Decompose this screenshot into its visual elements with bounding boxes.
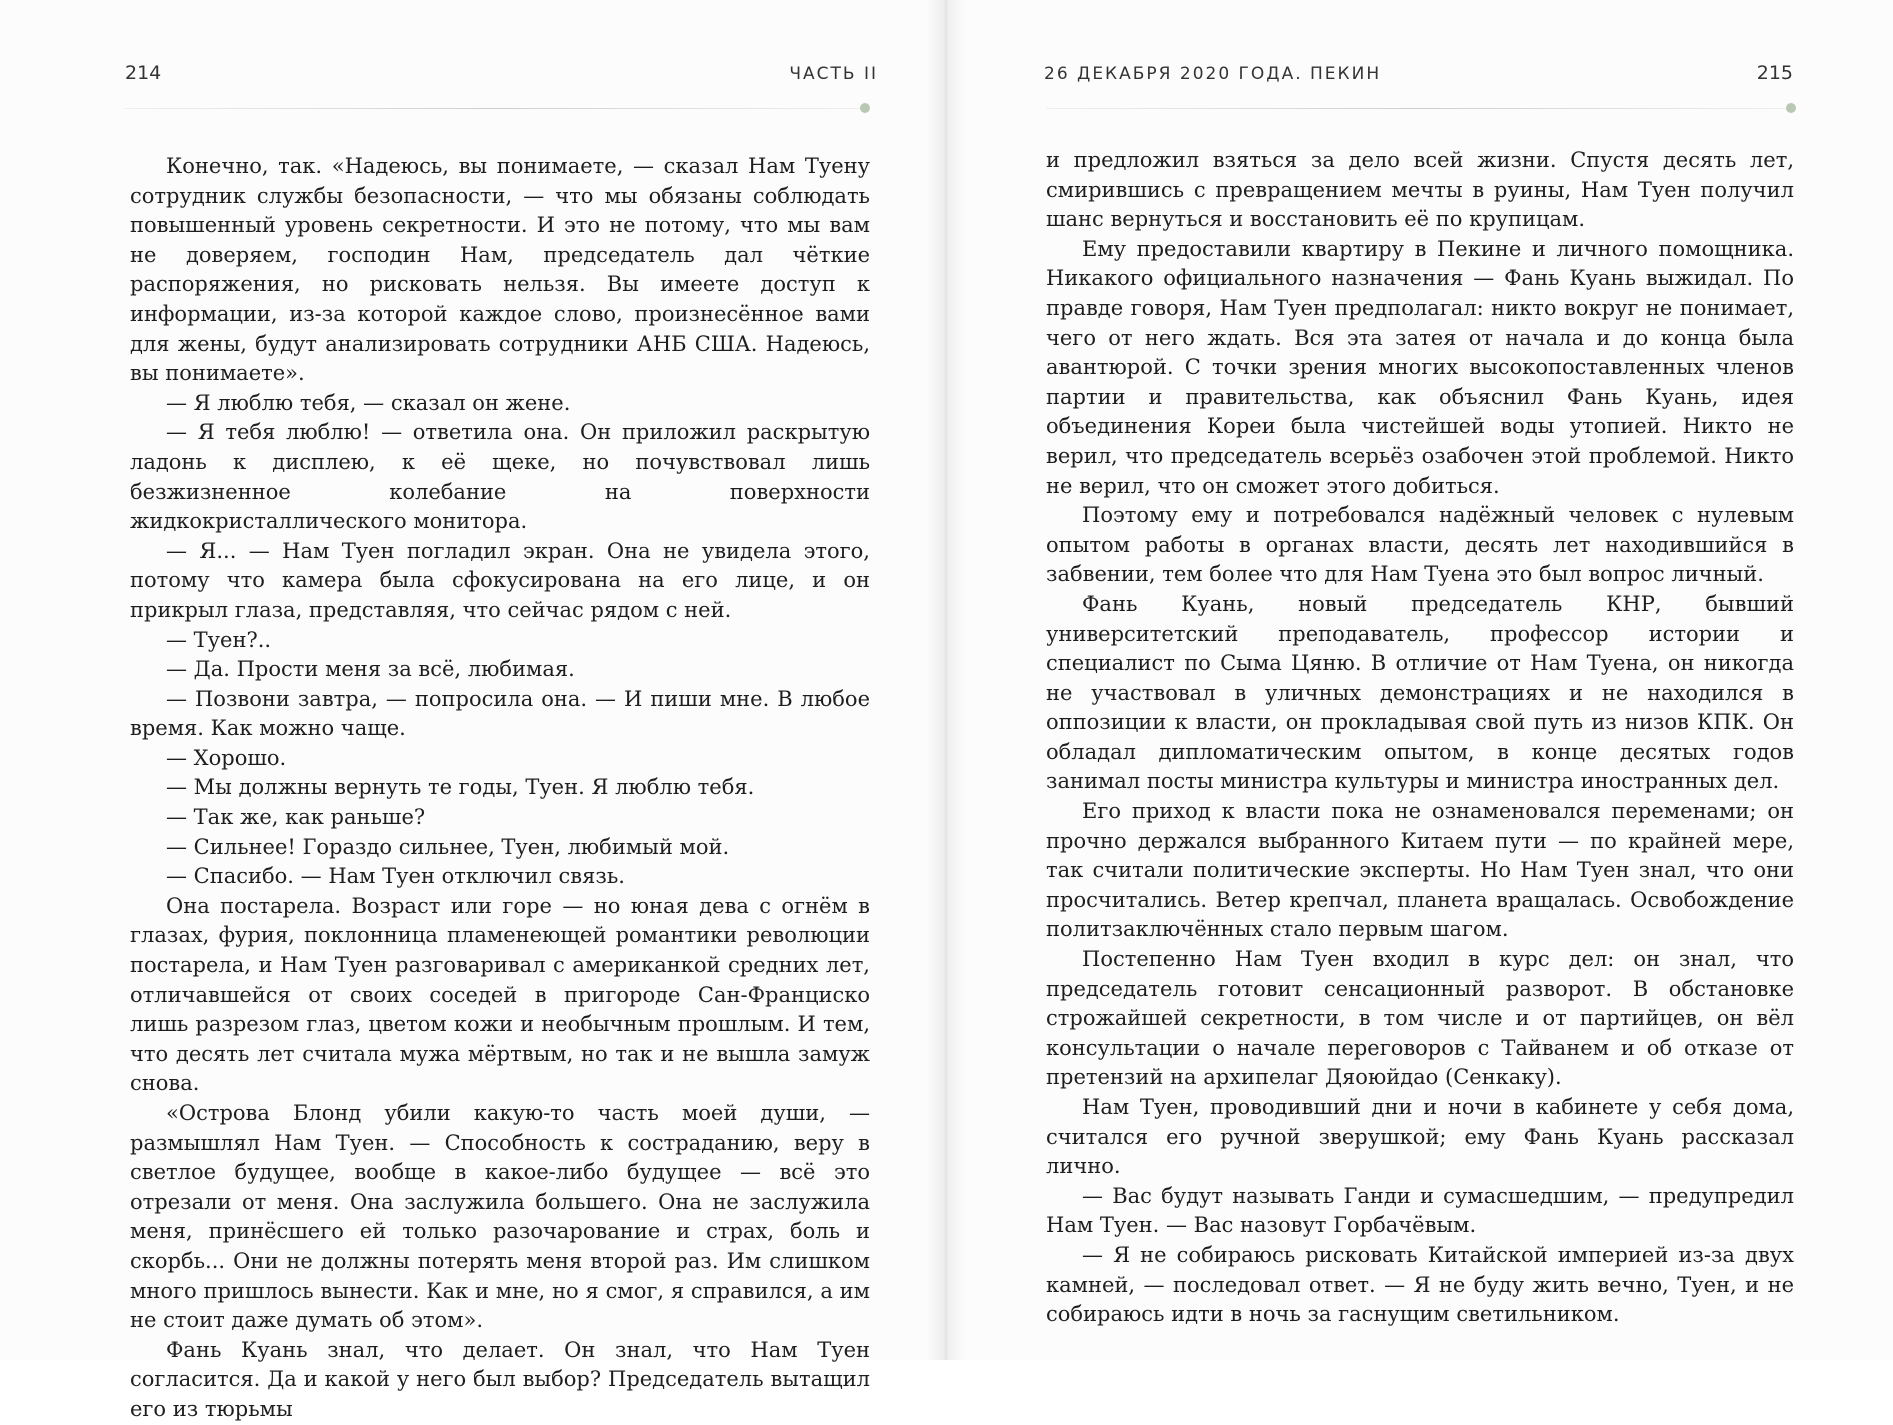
paragraph: Нам Туен, проводивший дни и ночи в кабинете у себя дома, считался его ручной зверушкой; ему Фань Куань рассказал лично. xyxy=(1046,1095,1794,1179)
paragraph: Его приход к власти пока не ознаменовался переменами; он прочно держался выбранного Китаем пути — по крайней мере, так считали политические эксперты. Но Нам Туен знал, что они просчитались. Ветер крепчал, планета вращалась. Освобождение политзаключённых стало первым шагом. xyxy=(1046,799,1794,942)
paragraph: — Я люблю тебя, — сказал он жене. xyxy=(166,390,571,415)
paragraph: Конечно, так. «Надеюсь, вы понимаете, — сказал Нам Туену сотрудник службы безопасности, — что мы обязаны соблюдать повышенный уровень секретности. И это не потому, что мы вам не доверяем, господин Нам, председатель дал чёткие распоряжения, но рисковать нельзя. Вы имеете доступ к информации, из-за которой каждое слово, произнесённое вами для жены, будут анализировать сотрудники АНБ США. Надеюсь, вы понимаете». xyxy=(130,154,870,386)
paragraph: — Туен?.. xyxy=(166,627,272,652)
running-head-right: 26 ДЕКАБРЯ 2020 ГОДА. ПЕКИН xyxy=(1044,64,1382,84)
left-page xyxy=(0,0,946,1421)
paragraph: — Да. Прости меня за всё, любимая. xyxy=(166,657,575,682)
running-head-left: ЧАСТЬ II xyxy=(789,64,878,84)
paragraph: «Острова Блонд убили какую-то часть моей души, — размышлял Нам Туен. — Способность к состраданию, веру в светлое будущее, вообще в какое-либо будущее — всё это отрезали от меня. Она заслужила большего. Она не заслужила меня, принёсшего ей только разочарование и страх, боль и скорбь... Они не должны потерять меня второй раз. Им слишком много пришлось вынести. Как и мне, но я смог, я справился, а им не стоит даже думать об этом». xyxy=(130,1101,870,1333)
right-page-text xyxy=(1046,146,1794,1330)
paragraph: — Я... — Нам Туен погладил экран. Она не увидела этого, потому что камера была сфокусирована на его лице, и он прикрыл глаза, представляя, что сейчас рядом с ней. xyxy=(130,538,870,622)
paragraph: — Я не собираюсь рисковать Китайской империей из-за двух камней, — последовал ответ. — Я не буду жить вечно, Туен, и не собираюсь идти в ночь за гаснущим светильником. xyxy=(1046,1242,1794,1327)
right-page xyxy=(946,0,1893,1360)
page-number-right: 215 xyxy=(1756,62,1793,84)
paragraph: — Мы должны вернуть те годы, Туен. Я люблю тебя. xyxy=(166,775,755,800)
ornament-dot-icon xyxy=(860,103,870,113)
page-number-left: 214 xyxy=(125,62,162,84)
paragraph: — Сильнее! Гораздо сильнее, Туен, любимый мой. xyxy=(166,834,730,859)
paragraph: — Так же, как раньше? xyxy=(166,805,426,830)
paragraph: Фань Куань знал, что делает. Он знал, что Нам Туен согласится. Да и какой у него был выбор? Председатель вытащил его из тюрьмы xyxy=(130,1337,870,1421)
paragraph: Постепенно Нам Туен входил в курс дел: он знал, что председатель готовит сенсационный разворот. В обстановке строжайшей секретности, в том числе и от партийцев, он вёл консультации о начале переговоров с Тайванем и об отказе от претензий на архипелаг Дяоюйдао (Сенкаку). xyxy=(1046,947,1794,1090)
paragraph: — Спасибо. — Нам Туен отключил связь. xyxy=(166,864,625,889)
header-rule-right xyxy=(1046,108,1794,109)
paragraph: Поэтому ему и потребовался надёжный человек с нулевым опытом работы в органах власти, десять лет находившийся в забвении, тем более что для Нам Туена это был вопрос личный. xyxy=(1046,503,1794,587)
ornament-dot-icon xyxy=(1786,103,1796,113)
paragraph: — Вас будут называть Ганди и сумасшедшим, — предупредил Нам Туен. — Вас назовут Горбачёвым. xyxy=(1046,1183,1794,1238)
paragraph: — Позвони завтра, — попросила она. — И пиши мне. В любое время. Как можно чаще. xyxy=(130,686,870,741)
paragraph: — Я тебя люблю! — ответила она. Он приложил раскрытую ладонь к дисплею, к её щеке, но почувствовал лишь безжизненное колебание на поверхности жидкокристаллического монитора. xyxy=(130,420,870,534)
paragraph: Ему предоставили квартиру в Пекине и личного помощника. Никакого официального назначения — Фань Куань выжидал. По правде говоря, Нам Туен предполагал: никто вокруг не понимает, чего от него ждать. Вся эта затея от начала и до конца была авантюрой. С точки зрения многих высокопоставленных членов партии и правительства, как объяснил Фань Куань, идея объединения Кореи была чистейшей воды утопией. Никто не верил, что председатель всерьёз озабочен этой проблемой. Никто не верил, что он сможет этого добиться. xyxy=(1046,236,1794,498)
paragraph: Фань Куань, новый председатель КНР, бывший университетский преподаватель, профессор истории и специалист по Сыма Цяню. В отличие от Нам Туена, он никогда не участвовал в уличных демонстрациях и не находился в оппозиции к власти, он прокладывая свой путь из низов КПК. Он обладал дипломатическим опытом, в конце десятых годов занимал посты министра культуры и министра иностранных дел. xyxy=(1046,591,1794,794)
book-gutter-shadow xyxy=(926,0,966,1360)
paragraph: — Хорошо. xyxy=(166,745,287,770)
header-rule-left xyxy=(125,108,865,109)
continuation-paragraph: и предложил взяться за дело всей жизни. Спустя десять лет, смирившись с превращением мечты в руины, Нам Туен получил шанс вернуться и восстановить её по крупицам. xyxy=(1046,148,1794,232)
paragraph: Она постарела. Возраст или горе — но юная дева с огнём в глазах, фурия, поклонница пламенеющей романтики революции постарела, и Нам Туен разговаривал с американкой средних лет, отличавшейся от своих соседей в пригороде Сан-Франциско лишь разрезом глаз, цветом кожи и необычным прошлым. И тем, что десять лет считала мужа мёртвым, но так и не вышла замуж снова. xyxy=(130,893,870,1096)
left-page-text xyxy=(130,152,870,1425)
